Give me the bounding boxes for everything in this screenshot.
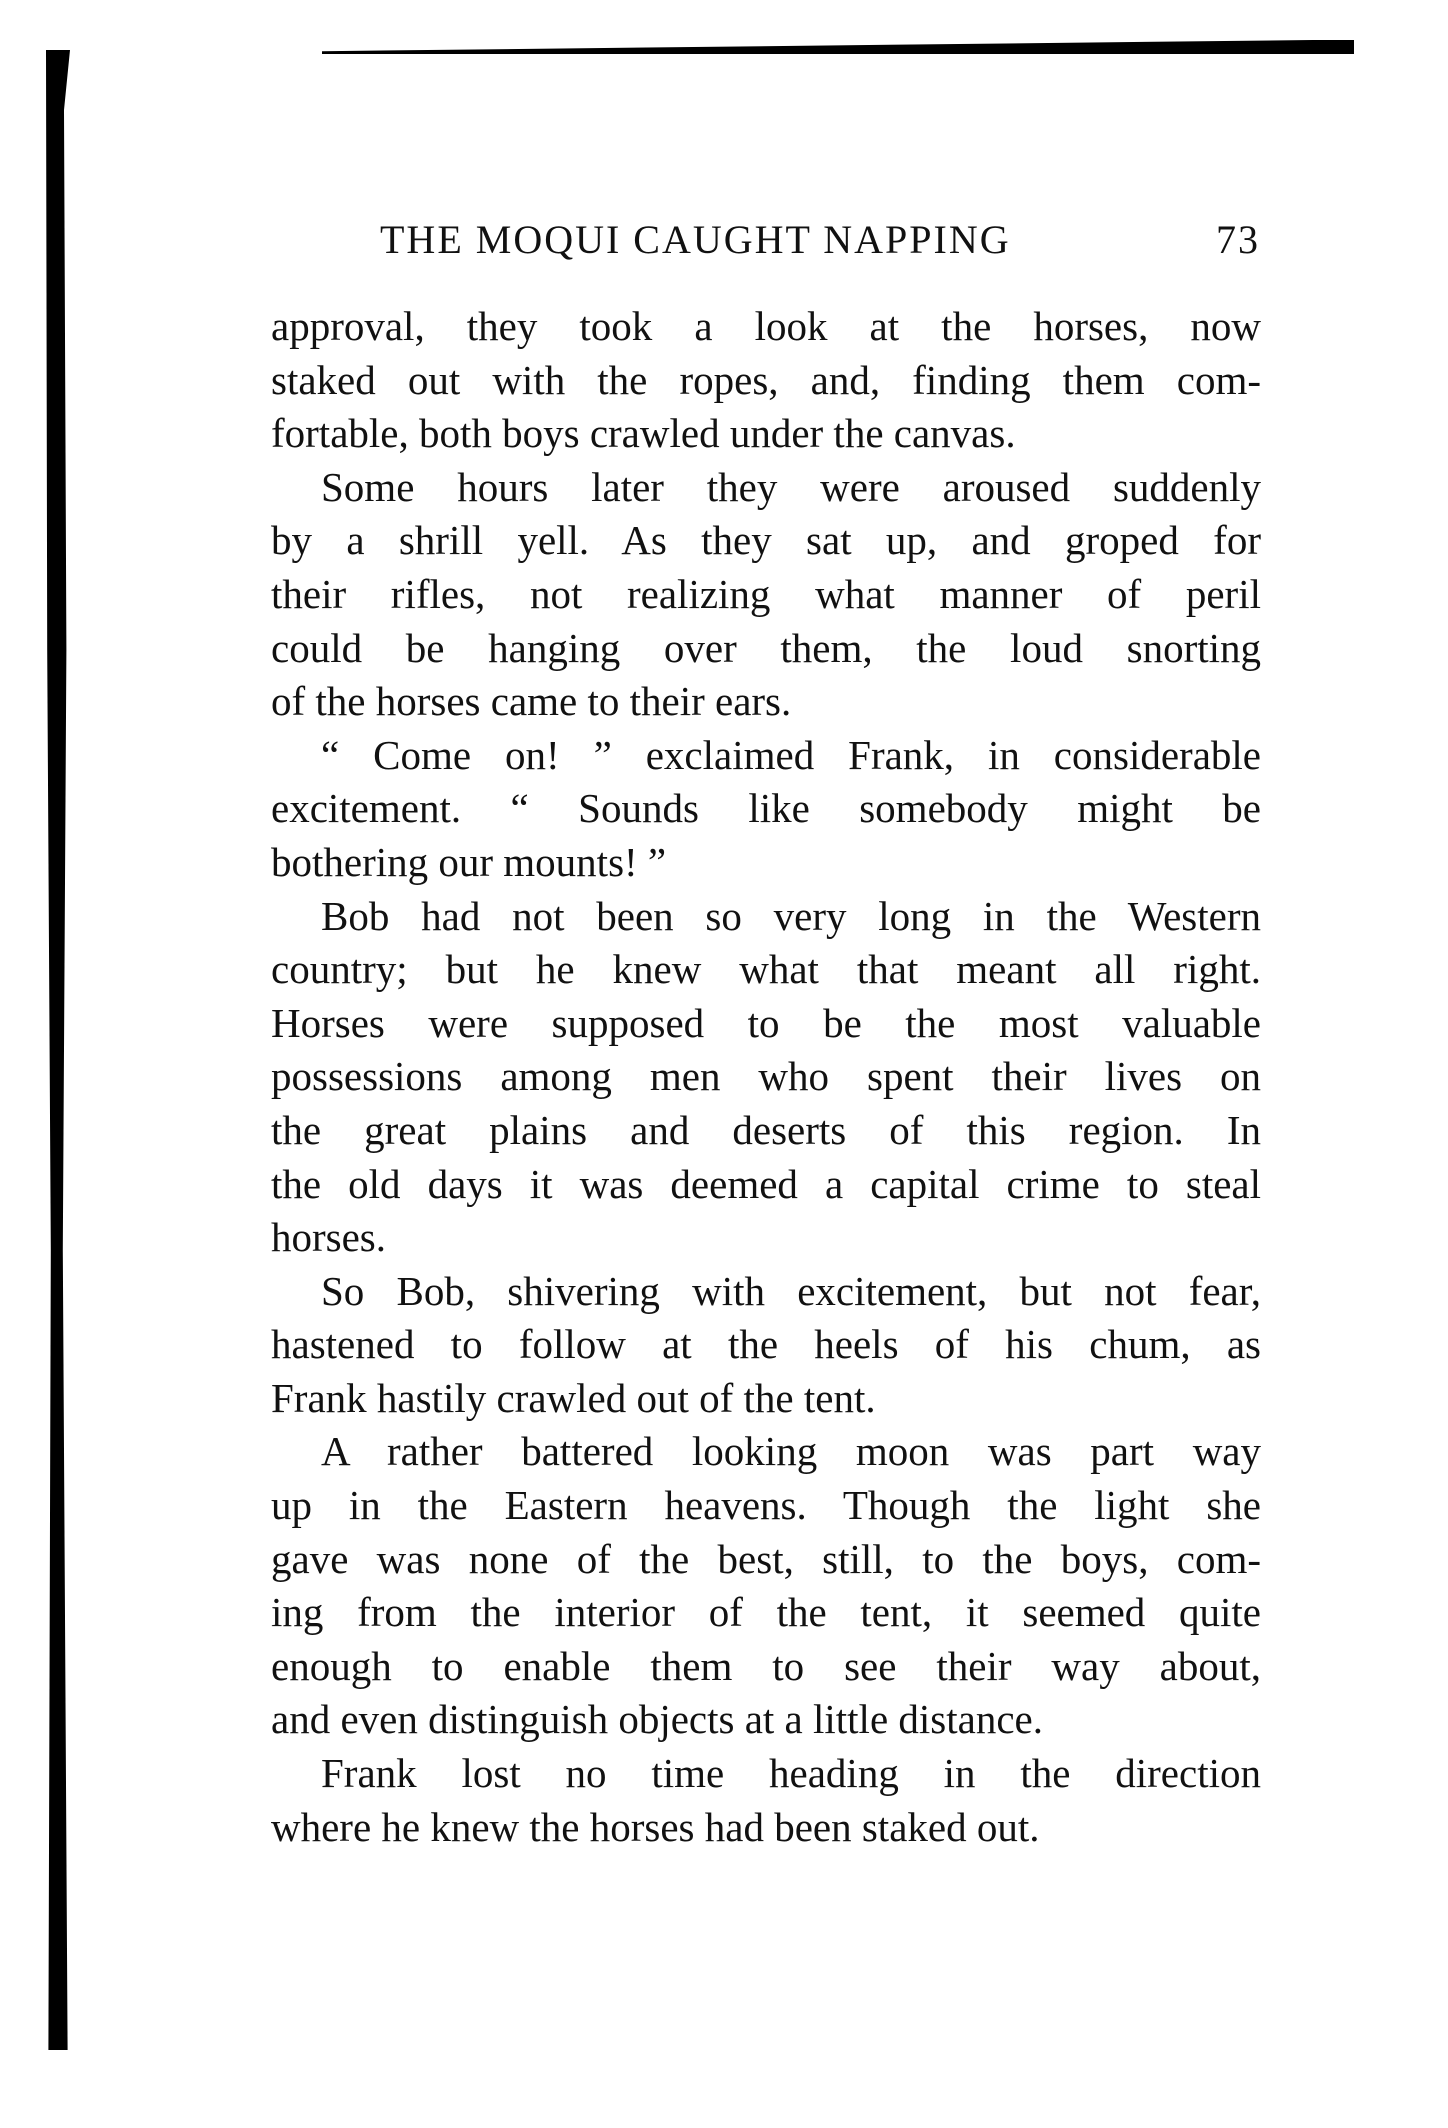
text-line: the great plains and deserts of this region. In xyxy=(271,1106,1261,1153)
text-line: enough to enable them to see their way about, xyxy=(271,1642,1261,1689)
scan-top-edge-rule xyxy=(322,40,1354,54)
text-line: Frank lost no time heading in the direction xyxy=(321,1750,1261,1797)
text-line: A rather battered looking moon was part way xyxy=(321,1428,1261,1475)
text-line: ing from the interior of the tent, it seemed quite xyxy=(271,1589,1261,1636)
text-line: where he knew the horses had been staked out. xyxy=(271,1803,1040,1850)
text-line: and even distinguish objects at a little distance. xyxy=(271,1696,1043,1743)
running-header xyxy=(380,216,1260,263)
text-line: staked out with the ropes, and, finding them com- xyxy=(271,356,1261,403)
text-line: So Bob, shivering with excitement, but not fear, xyxy=(321,1267,1261,1314)
page-number: 73 xyxy=(1216,217,1260,262)
text-line: the old days it was deemed a capital crime to steal xyxy=(271,1160,1261,1207)
text-line: Bob had not been so very long in the Western xyxy=(321,892,1261,939)
text-line: by a shrill yell. As they sat up, and groped for xyxy=(271,517,1261,564)
text-line: their rifles, not realizing what manner of peril xyxy=(271,570,1261,617)
text-line: up in the Eastern heavens. Though the light she xyxy=(271,1482,1261,1529)
text-line: could be hanging over them, the loud snorting xyxy=(271,624,1261,671)
body-text xyxy=(271,300,1261,1854)
text-line: Horses were supposed to be the most valuable xyxy=(271,999,1261,1046)
text-line: excitement. “ Sounds like somebody might be xyxy=(271,785,1261,832)
text-line: gave was none of the best, still, to the boys, com- xyxy=(271,1535,1261,1582)
text-line: Frank hastily crawled out of the tent. xyxy=(271,1374,876,1421)
text-line: bothering our mounts! ” xyxy=(271,838,667,885)
text-line: hastened to follow at the heels of his chum, as xyxy=(271,1321,1261,1368)
text-line: approval, they took a look at the horses, now xyxy=(271,303,1261,349)
running-title: THE MOQUI CAUGHT NAPPING xyxy=(380,217,1011,262)
text-line: country; but he knew what that meant all right. xyxy=(271,946,1261,993)
text-line: horses. xyxy=(271,1214,387,1261)
text-line: possessions among men who spent their lives on xyxy=(271,1053,1261,1100)
text-line: “ Come on! ” exclaimed Frank, in considerable xyxy=(321,731,1261,778)
text-line: Some hours later they were aroused suddenly xyxy=(321,463,1261,510)
scan-binding-edge xyxy=(46,50,70,2050)
text-line: of the horses came to their ears. xyxy=(271,678,792,725)
text-line: fortable, both boys crawled under the canvas. xyxy=(271,410,1016,457)
